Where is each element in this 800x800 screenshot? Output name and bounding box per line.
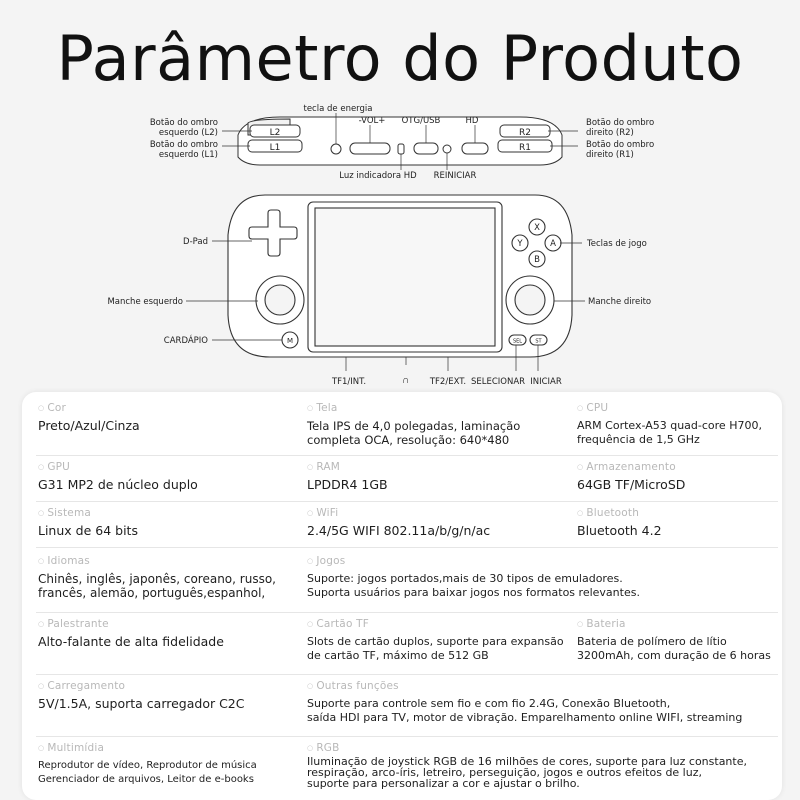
spec-key: ○ Cartão TF	[307, 618, 564, 630]
power-caption: tecla de energia	[303, 104, 373, 114]
r1-label: R1	[519, 143, 531, 153]
spec-value: Tela IPS de 4,0 polegadas, laminação	[307, 419, 521, 433]
divider	[36, 674, 778, 675]
spec-games	[307, 555, 640, 600]
spec-key: ○ Jogos	[307, 555, 640, 567]
spec-value: de cartão TF, máximo de 512 GB	[307, 649, 489, 662]
spec-color	[38, 402, 140, 433]
r2-caption-1: Botão do ombro	[586, 118, 655, 128]
device-front-view	[228, 195, 572, 357]
spec-key: ○ Outras funções	[307, 680, 742, 692]
spec-value: Slots de cartão duplos, suporte para expansão	[307, 635, 564, 648]
spec-key: ○ Armazenamento	[577, 461, 685, 473]
spec-battery	[577, 618, 771, 663]
screen	[315, 208, 495, 346]
l1-label: L1	[269, 143, 281, 153]
spec-value: frequência de 1,5 GHz	[577, 433, 700, 446]
spec-bluetooth	[577, 507, 662, 538]
sel-label: SEL	[512, 338, 523, 345]
spec-system	[38, 507, 138, 538]
spec-value: suporte para personalizar a cor e ajustar o brilho.	[307, 777, 580, 790]
spec-value: Chinês, inglês, japonês, coreano, russo,	[38, 572, 276, 586]
right-stick	[515, 285, 545, 315]
spec-value: Suporta usuários para baixar jogos nos formatos relevantes.	[307, 586, 640, 599]
spec-key: ○ WiFi	[307, 507, 490, 519]
spec-languages	[38, 555, 276, 600]
spec-value: LPDDR4 1GB	[307, 477, 388, 492]
spec-speaker	[38, 618, 224, 649]
spec-value: Iluminação de joystick RGB de 16 milhões de cores, suporte para luz constante,	[307, 755, 747, 768]
spec-value: Linux de 64 bits	[38, 523, 138, 538]
spec-cpu	[577, 402, 762, 447]
dpad-caption: D-Pad	[183, 237, 208, 247]
right-stick-caption: Manche direito	[588, 297, 652, 307]
spec-rgb	[307, 742, 747, 789]
spec-value: respiração, arco-íris, letreiro, perseguição, jogos e outros efeitos de luz,	[307, 766, 702, 779]
spec-wifi	[307, 507, 490, 538]
page-title: Parâmetro do Produto	[56, 22, 744, 95]
spec-storage	[577, 461, 685, 492]
spec-value: saída HDI para TV, motor de vibração. Emparelhamento online WIFI, streaming	[307, 711, 743, 724]
spec-value: Reprodutor de vídeo, Reprodutor de música	[38, 760, 257, 771]
spec-key: ○ RGB	[307, 742, 747, 754]
select-caption: SELECIONAR	[470, 377, 526, 387]
spec-value: Preto/Azul/Cinza	[38, 418, 140, 433]
spec-card	[22, 392, 782, 800]
st-label: ST	[535, 338, 542, 345]
spec-key: ○ Sistema	[38, 507, 138, 519]
spec-value: Suporte: jogos portados,mais de 30 tipos de emuladores.	[307, 572, 623, 585]
x-label: X	[534, 223, 540, 233]
otg-caption: OTG/USB	[401, 116, 441, 126]
spec-value: Bateria de polímero de lítio	[577, 635, 727, 648]
spec-gpu	[38, 461, 198, 492]
spec-value: 2.4/5G WIFI 802.11a/b/g/n/ac	[307, 523, 491, 538]
device-diagram	[0, 95, 800, 395]
spec-key: ○ Tela	[307, 402, 520, 414]
spec-key: ○ Carregamento	[38, 680, 245, 692]
l2-caption-1: Botão do ombro	[149, 118, 218, 128]
b-label: B	[534, 255, 540, 265]
spec-key: ○ Idiomas	[38, 555, 276, 567]
spec-other	[307, 680, 742, 725]
spec-key: ○ Cor	[38, 402, 140, 414]
l2-caption-2: esquerdo (L2)	[158, 128, 218, 138]
spec-multimedia	[38, 742, 257, 787]
m-label: M	[286, 337, 294, 345]
divider	[36, 547, 778, 548]
l1-caption-2: esquerdo (L1)	[158, 150, 218, 160]
r2-caption-2: direito (R2)	[586, 128, 634, 138]
spec-value: Bluetooth 4.2	[577, 523, 662, 538]
y-label: Y	[517, 239, 523, 249]
tf2-caption: TF2/EXT.	[429, 377, 467, 387]
hd-led-caption: Luz indicadora HD	[339, 171, 417, 181]
spec-value: completa OCA, resolução: 640*480	[307, 433, 510, 447]
spec-value: Alto-falante de alta fidelidade	[38, 634, 224, 649]
spec-key: ○ Bateria	[577, 618, 771, 630]
face-keys-caption: Teclas de jogo	[587, 239, 647, 249]
menu-caption: CARDÁPIO	[163, 336, 208, 346]
r2-label: R2	[519, 128, 531, 138]
tf1-caption: TF1/INT.	[331, 377, 367, 387]
spec-value: Gerenciador de arquivos, Leitor de e-books	[38, 774, 254, 785]
r1-caption-1: Botão do ombro	[586, 140, 655, 150]
l2-label: L2	[269, 128, 281, 138]
spec-value: 3200mAh, com duração de 6 horas	[577, 649, 771, 662]
start-caption: INICIAR	[530, 377, 562, 387]
spec-value: ARM Cortex-A53 quad-core H700,	[577, 419, 762, 432]
spec-value: 64GB TF/MicroSD	[577, 477, 686, 492]
spec-charging	[38, 680, 245, 711]
a-label: A	[550, 239, 556, 249]
device-top-view	[238, 117, 562, 165]
headphone-icon: ∩	[402, 375, 410, 386]
vol-caption: -VOL+	[358, 116, 386, 126]
left-stick	[265, 285, 295, 315]
l1-caption-1: Botão do ombro	[149, 140, 218, 150]
hd-caption: HD	[465, 116, 479, 126]
spec-key: ○ Bluetooth	[577, 507, 662, 519]
spec-key: ○ Multimídia	[38, 742, 257, 754]
r1-caption-2: direito (R1)	[586, 150, 634, 160]
divider	[36, 501, 778, 502]
reset-caption: REINICIAR	[433, 171, 477, 181]
divider	[36, 612, 778, 613]
spec-key: ○ CPU	[577, 402, 762, 414]
spec-value: G31 MP2 de núcleo duplo	[38, 477, 198, 492]
spec-screen	[307, 402, 520, 447]
spec-key: ○ Palestrante	[38, 618, 224, 630]
divider	[36, 736, 778, 737]
spec-tf-card	[307, 618, 564, 663]
divider	[36, 455, 778, 456]
spec-value: francês, alemão, português,espanhol,	[38, 586, 266, 600]
spec-key: ○ RAM	[307, 461, 388, 473]
spec-value: Suporte para controle sem fio e com fio 2.4G, Conexão Bluetooth,	[307, 697, 671, 710]
left-stick-caption: Manche esquerdo	[107, 297, 183, 307]
spec-ram	[307, 461, 388, 492]
spec-key: ○ GPU	[38, 461, 198, 473]
spec-value: 5V/1.5A, suporta carregador C2C	[38, 696, 245, 711]
